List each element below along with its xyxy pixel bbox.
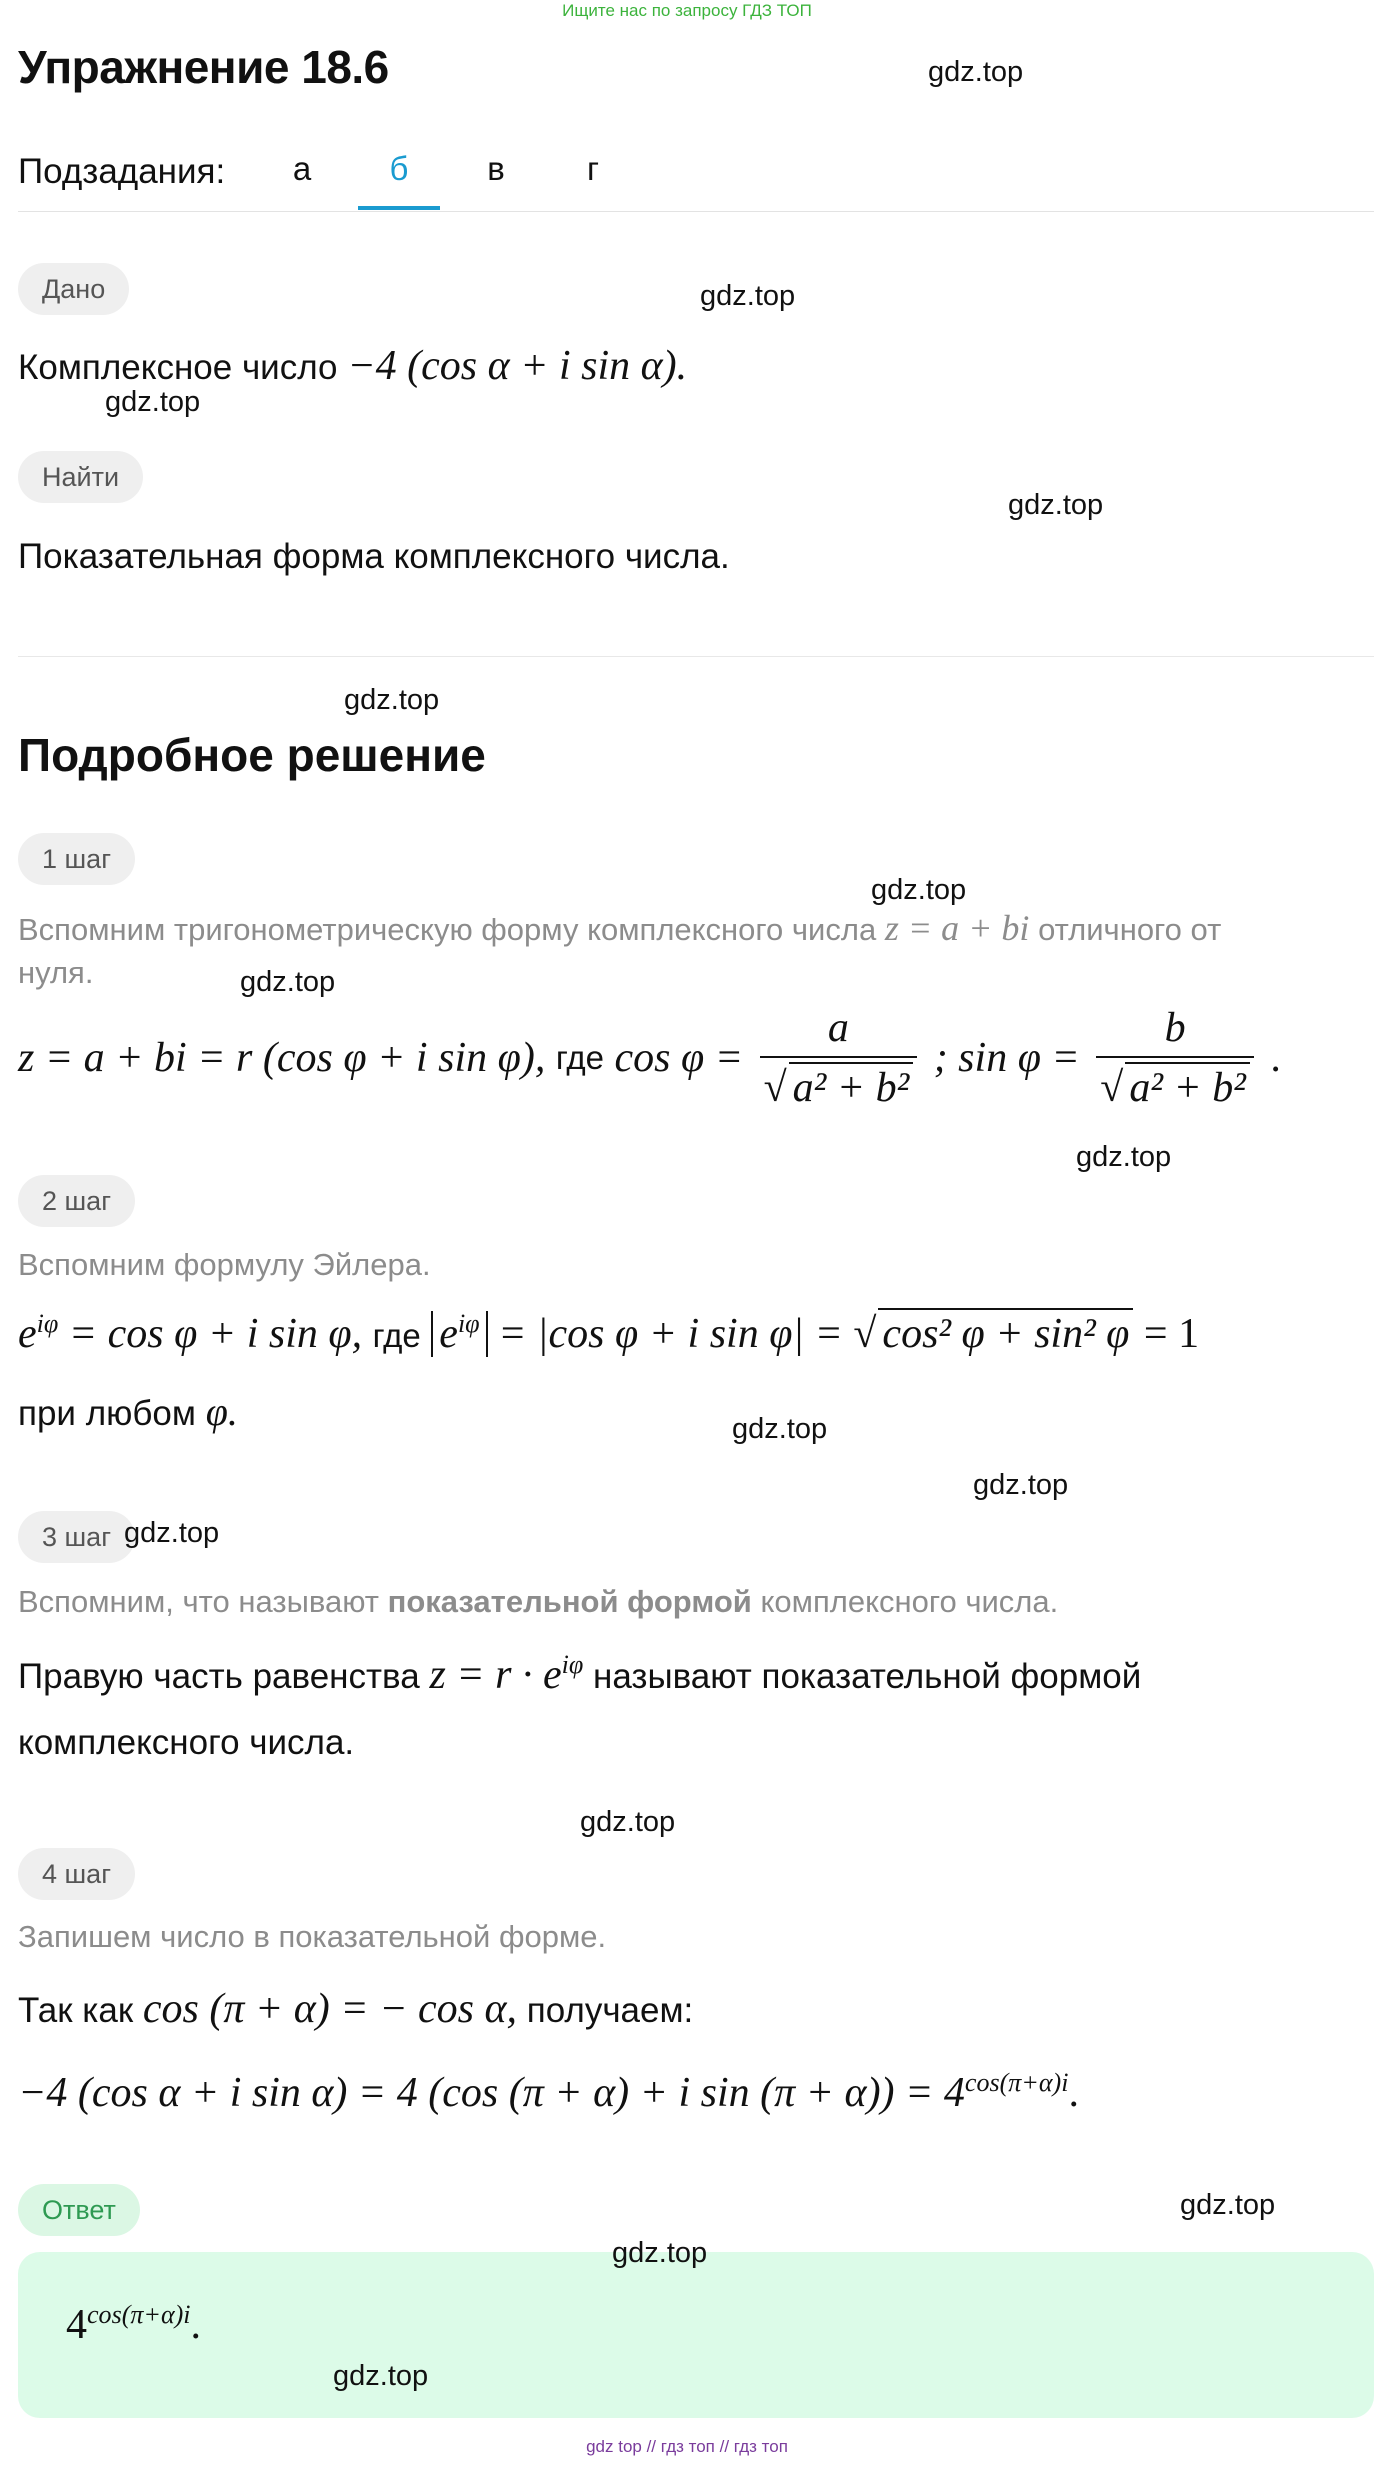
step-4-hint: Запишем число в показательной форме.: [18, 1919, 607, 1954]
section-divider: [18, 656, 1374, 657]
step-2-hint: Вспомним формулу Эйлера.: [18, 1247, 431, 1282]
solution-title: Подробное решение: [18, 729, 486, 781]
step-2-formula: $e^{i\varphi} = \cos \varphi + i$ sin φ, где $e^{i\varphi} = |\cos$ φ + i sin φ| = √ cos² φ + sin² φ = 1: [18, 1309, 1200, 1357]
watermark: gdz.top: [1008, 489, 1104, 521]
tabs-divider: [18, 211, 1374, 212]
step-3-hint: Вспомним, что называют показательной формой комплексного числа.: [18, 1584, 1059, 1619]
step-1-hint-cont: нуля.: [18, 955, 94, 990]
find-text: Показательная форма комплексного числа.: [18, 537, 730, 576]
step-1-hint: Вспомним тригонометрическую форму комплексного числа z = a + bi отличного от: [18, 908, 1222, 948]
watermark: gdz.top: [240, 966, 336, 998]
step-2-tail: при любом φ.: [18, 1389, 238, 1434]
step-4-chip: 4 шаг: [18, 1848, 135, 1900]
step-3-text-cont: комплексного числа.: [18, 1723, 355, 1762]
watermark: gdz.top: [333, 2360, 429, 2392]
active-tab-indicator: [358, 206, 440, 210]
watermark: gdz.top: [1076, 1141, 1172, 1173]
step-3-text: Правую часть равенства $z = r \cdot e^{i\varphi}$ называют показательной формой: [18, 1650, 1142, 1698]
subtasks-label: Подзадания:: [18, 152, 226, 191]
answer-chip: Ответ: [18, 2184, 140, 2236]
watermark: gdz.top: [732, 1413, 828, 1445]
step-1-formula: z = a + bi = r (cos φ + i sin φ), где cos φ = $\frac{a}{\text{√ a² + b²}}$ ; sin φ = $\frac{b}{\text{√ a² + b²}}$ .: [18, 1005, 1281, 1111]
step-4-text: Так как cos (π + α) = − cos α, получаем:: [18, 1986, 694, 2032]
watermark: gdz.top: [1180, 2189, 1276, 2221]
answer-box: [18, 2252, 1374, 2418]
step-1-chip: 1 шаг: [18, 833, 135, 885]
step-2-chip: 2 шаг: [18, 1175, 135, 1227]
tab-a[interactable]: а: [292, 150, 312, 187]
answer-formula: $4^{cos(\pi+\alpha)i}$.: [66, 2300, 202, 2348]
footer: gdz top // гдз топ // гдз топ: [586, 2437, 788, 2456]
watermark: gdz.top: [124, 1517, 220, 1549]
tab-b[interactable]: б: [389, 150, 409, 187]
watermark: gdz.top: [871, 874, 967, 906]
step-3-chip: 3 шаг: [18, 1511, 135, 1563]
watermark: gdz.top: [973, 1469, 1069, 1501]
page-title: Упражнение 18.6: [18, 41, 389, 93]
top-banner: Ищите нас по запросу ГДЗ ТОП: [562, 1, 812, 20]
given-expression: −4 (cos α + i sin α).: [347, 343, 688, 389]
watermark: gdz.top: [344, 684, 440, 716]
watermark: gdz.top: [580, 1806, 676, 1838]
watermark: gdz.top: [612, 2237, 708, 2269]
given-text: Комплексное число −4 (cos α + i sin α).: [18, 343, 688, 389]
tab-v[interactable]: в: [487, 150, 505, 187]
watermark: gdz.top: [700, 280, 796, 312]
find-chip: Найти: [18, 451, 143, 503]
given-chip: Дано: [18, 263, 129, 315]
step-4-formula: −4 (cos α + i sin α) = 4 (cos (π + α) + i $\sin (\pi + \alpha)) = 4^{cos(\pi+\alpha)i}$.: [18, 2068, 1079, 2116]
watermark: gdz.top: [928, 56, 1024, 88]
watermark: gdz.top: [105, 386, 201, 418]
tab-g[interactable]: г: [586, 150, 600, 187]
